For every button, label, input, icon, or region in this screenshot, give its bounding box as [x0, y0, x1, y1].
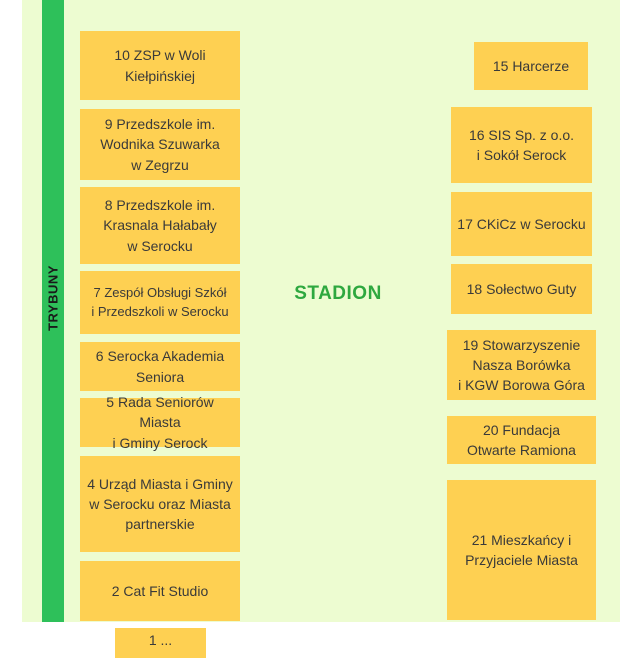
- booth-15-harcerze: 15 Harcerze: [474, 42, 588, 90]
- booth-7-zespol-obslugi-szkol: 7 Zespół Obsługi Szkół i Przedszkoli w Serocku: [80, 271, 240, 334]
- booth-1: 1 ...: [115, 628, 206, 658]
- booth-21-mieszkancy-przyjaciele: 21 Mieszkańcy i Przyjaciele Miasta: [447, 480, 596, 620]
- booth-5-rada-seniorow: 5 Rada Seniorów Miasta i Gminy Serock: [80, 398, 240, 447]
- field-edge: [22, 622, 620, 640]
- booth-8-przedszkole-serock: 8 Przedszkole im. Krasnala Hałabały w Serocku: [80, 187, 240, 264]
- booth-18-solectwo-guty: 18 Sołectwo Guty: [451, 264, 592, 314]
- booth-2-cat-fit-studio: 2 Cat Fit Studio: [80, 561, 240, 621]
- booth-4-urzad-miasta: 4 Urząd Miasta i Gminy w Serocku oraz Miasta partnerskie: [80, 456, 240, 552]
- booth-20-fundacja-otwarte-ramiona: 20 Fundacja Otwarte Ramiona: [447, 416, 596, 464]
- booth-6-akademia-seniora: 6 Serocka Akademia Seniora: [80, 342, 240, 391]
- booth-10-zsp-wola-kielpinska: 10 ZSP w Woli Kiełpińskiej: [80, 31, 240, 100]
- booth-19-nasza-borowka: 19 Stowarzyszenie Nasza Borówka i KGW Borowa Góra: [447, 330, 596, 400]
- booth-17-ckicz-serock: 17 CKiCz w Serocku: [451, 192, 592, 256]
- stadium-label: STADION: [294, 283, 382, 304]
- booth-16-sis-sokol-serock: 16 SIS Sp. z o.o. i Sokół Serock: [451, 107, 592, 183]
- booth-9-przedszkole-zegrze: 9 Przedszkole im. Wodnika Szuwarka w Zegrzu: [80, 109, 240, 180]
- stands-label: TRYBUNY: [45, 265, 61, 331]
